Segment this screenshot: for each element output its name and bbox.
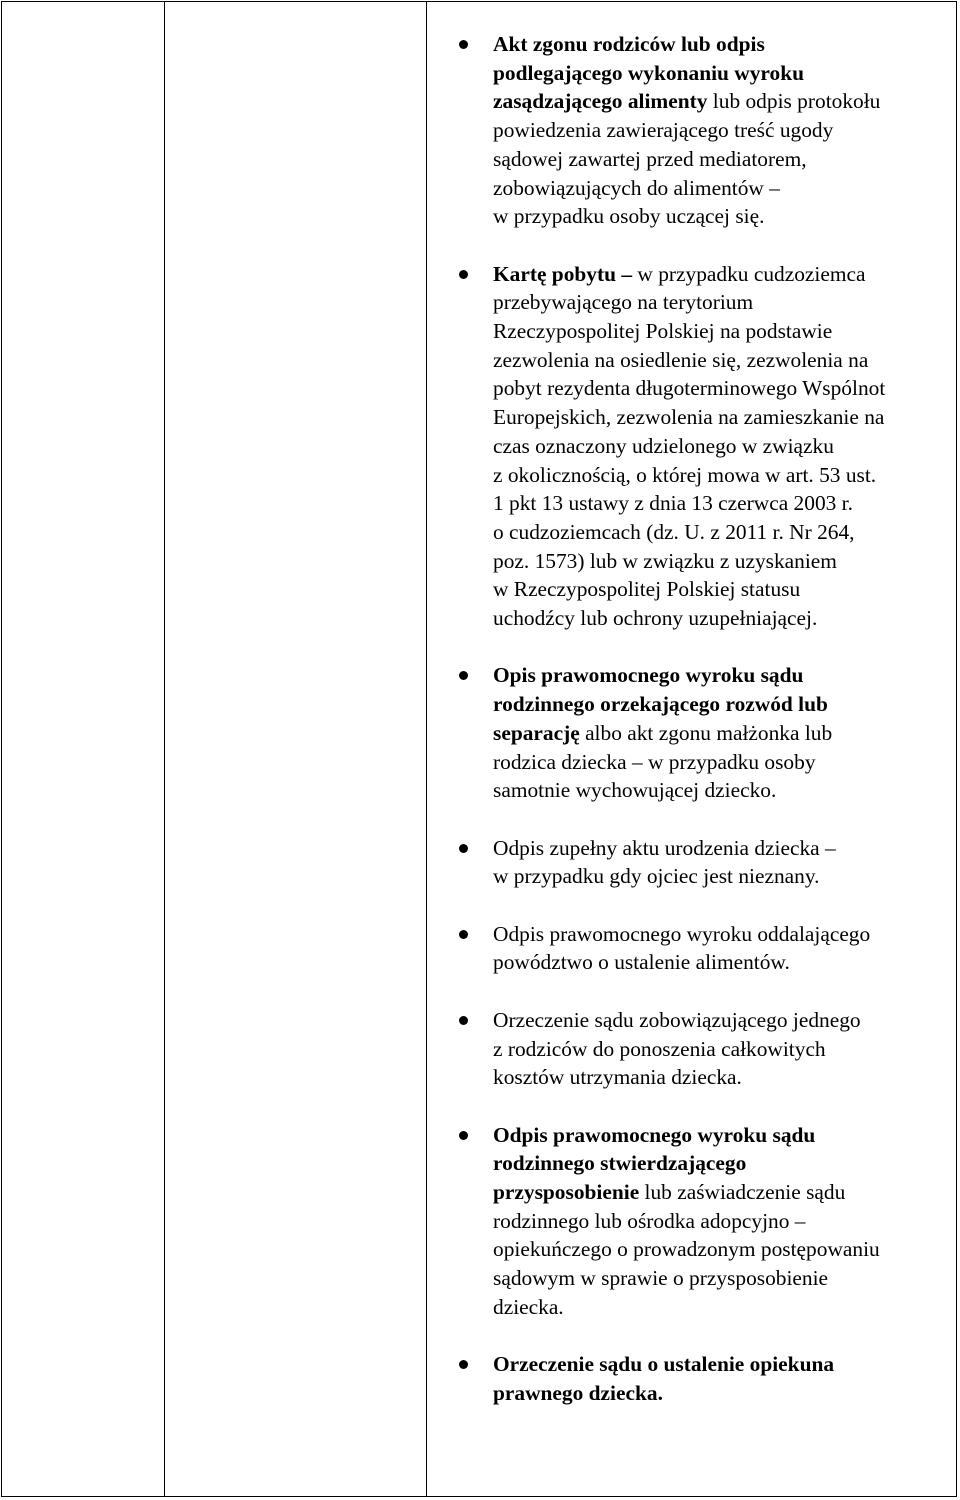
list-item [427,1121,957,1322]
bullet-icon [459,1131,468,1140]
list-item [427,30,957,231]
bullet-icon [459,1016,468,1025]
list-item [427,1006,957,1092]
item-text [493,260,957,633]
item-bold-text: Odpis prawomocnego wyroku sądu rodzinnego stwierdzającego przysposobienie [493,1122,816,1205]
list-item [427,1350,957,1407]
bullet-icon [459,40,468,49]
bullet-icon [459,844,468,853]
item-regular-text: w przypadku cudzoziemca przebywającego na terytorium Rzeczypospolitej Polskiej na podstawie zezwolenia na osiedlenie się, zezwolenia na pobyt rezydenta długoterminowego Wspólnot Europejskich, zezwolenia na zamieszkanie na czas oznaczony udzielonego w związku z okolicznością, o której mowa w art. 53 ust. 1 pkt 13 ustawy z dnia 13 czerwca 2003 r. o cudzoziemcach (dz. U. z 2011 r. Nr 264, poz. 1573) lub w związku z uzyskaniem w Rzeczypospolitej Polskiej statusu uchodźcy lub ochrony uzupełniającej. [493,261,886,631]
item-bold-text: Orzeczenie sądu o ustalenie opiekuna prawnego dziecka. [493,1352,835,1405]
item-text [493,1121,957,1322]
item-regular-text: Odpis zupełny aktu urodzenia dziecka – w przypadku gdy ojciec jest nieznany. [493,835,836,889]
item-regular-text: lub odpis protokołu powiedzenia zawierającego treść ugody sądowej zawartej przed mediatorem, zobowiązujących do alimentów – w przypadku osoby uczącej się. [493,89,881,229]
list-item [427,920,957,977]
item-bold-text: Opis prawomocnego wyroku sądu rodzinnego orzekającego rozwód lub separację [493,663,828,745]
list-item [427,260,957,633]
item-regular-text: Odpis prawomocnego wyroku oddalającego powództwo o ustalenie alimentów. [493,921,871,975]
item-regular-text: lub zaświadczenie sądu rodzinnego lub ośrodka adopcyjno – opiekuńczego o prowadzonym postępowaniu sądowym w sprawie o przysposobienie dziecka. [493,1180,880,1319]
item-bold-text: Akt zgonu rodziców lub odpis podlegającego wykonaniu wyroku zasądzającego alimenty [493,32,805,114]
bullet-icon [459,270,468,279]
list-item [427,834,957,891]
bullet-icon [459,671,468,680]
item-text [493,661,957,805]
bullet-icon [459,930,468,939]
item-text [493,834,957,891]
item-text [493,920,957,977]
item-text [493,1006,957,1092]
item-text [493,1350,957,1407]
list-item [427,661,957,805]
item-text [493,30,957,231]
required-documents-list [427,30,957,1436]
item-bold-text: Kartę pobytu – [493,261,633,286]
item-regular-text: Orzeczenie sądu zobowiązującego jednego z rodziców do ponoszenia całkowitych kosztów utrzymania dziecka. [493,1007,861,1090]
bullet-icon [459,1360,468,1369]
item-regular-text: albo akt zgonu małżonka lub rodzica dziecka – w przypadku osoby samotnie wychowującej dziecko. [493,720,833,803]
column-divider-1 [164,1,165,1497]
